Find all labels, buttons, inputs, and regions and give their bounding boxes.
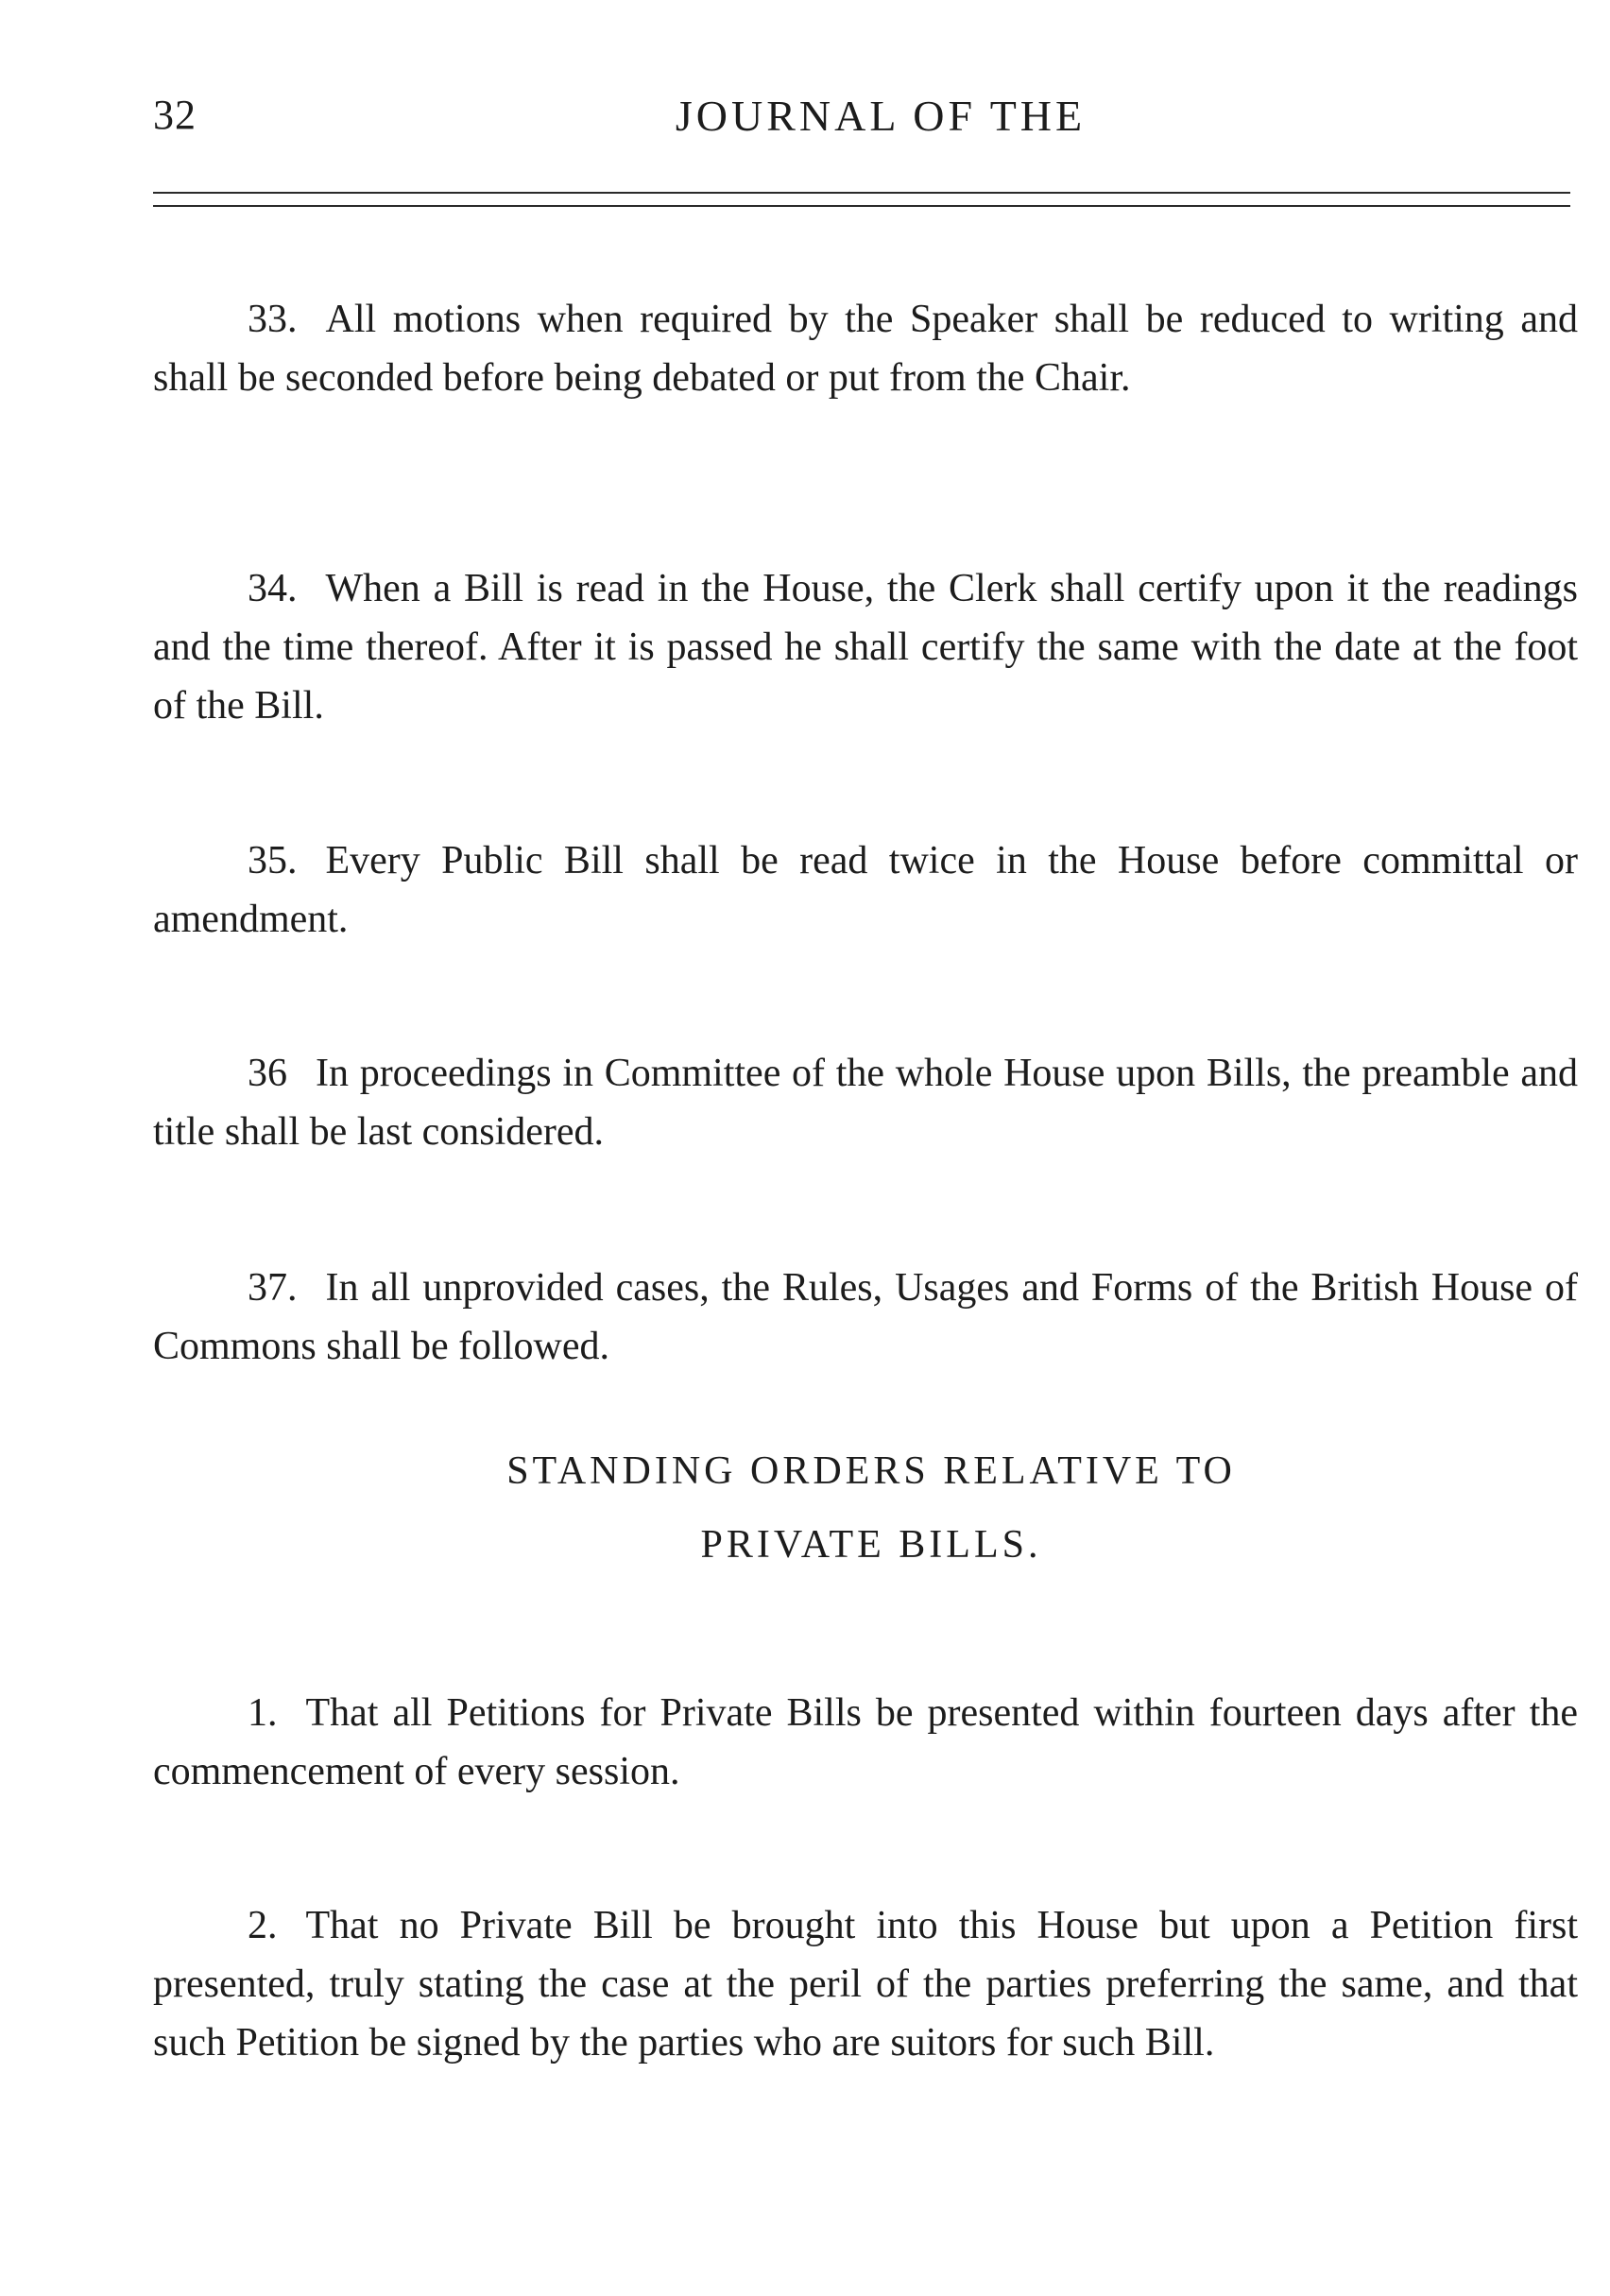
- order-text: That no Private Bill be brought into this House but upon a Petition first presented, truly stating the case at the peril of the parties preferring the same, and that such Petition be signed by the parties who are suitors for such Bill.: [153, 1904, 1578, 2065]
- order-text: That all Petitions for Private Bills be presented within fourteen days after the commencement of every session.: [153, 1691, 1578, 1793]
- standing-order-2: [153, 1896, 1578, 2072]
- section-heading-line-2: PRIVATE BILLS.: [700, 1523, 1042, 1567]
- rule-number: 34.: [248, 567, 298, 610]
- page-header: [153, 91, 1570, 147]
- rule-paragraph-34: [153, 559, 1578, 735]
- rule-text: Every Public Bill shall be read twice in the House before committal or amendment.: [153, 839, 1578, 941]
- rule-number: 33.: [248, 298, 298, 341]
- rule-paragraph-37: [153, 1259, 1578, 1376]
- rule-text: All motions when required by the Speaker shall be reduced to writing and shall be seconded before being debated or put from the Chair.: [153, 298, 1578, 400]
- standing-order-1: [153, 1684, 1578, 1801]
- order-number: 1.: [248, 1691, 278, 1735]
- section-heading-line-1: STANDING ORDERS RELATIVE TO: [506, 1449, 1236, 1493]
- rule-number: 36: [248, 1052, 287, 1095]
- header-rule-bottom: [153, 205, 1570, 207]
- rule-text: In proceedings in Committee of the whole House upon Bills, the preamble and title shall be last considered.: [153, 1052, 1578, 1154]
- page-number: 32: [153, 92, 197, 138]
- order-number: 2.: [248, 1904, 278, 1947]
- running-title: JOURNAL OF THE: [675, 92, 1087, 140]
- rule-text: In all unprovided cases, the Rules, Usages and Forms of the British House of Commons shall be followed.: [153, 1266, 1578, 1368]
- rule-text: When a Bill is read in the House, the Clerk shall certify upon it the readings and the time thereof. After it is passed he shall certify the same with the date at the foot of the Bill.: [153, 567, 1578, 728]
- rule-number: 35.: [248, 839, 298, 882]
- rule-number: 37.: [248, 1266, 298, 1310]
- header-rule-top: [153, 192, 1570, 194]
- rule-paragraph-35: [153, 831, 1578, 949]
- rule-paragraph-33: [153, 290, 1578, 407]
- rule-paragraph-36: [153, 1044, 1578, 1161]
